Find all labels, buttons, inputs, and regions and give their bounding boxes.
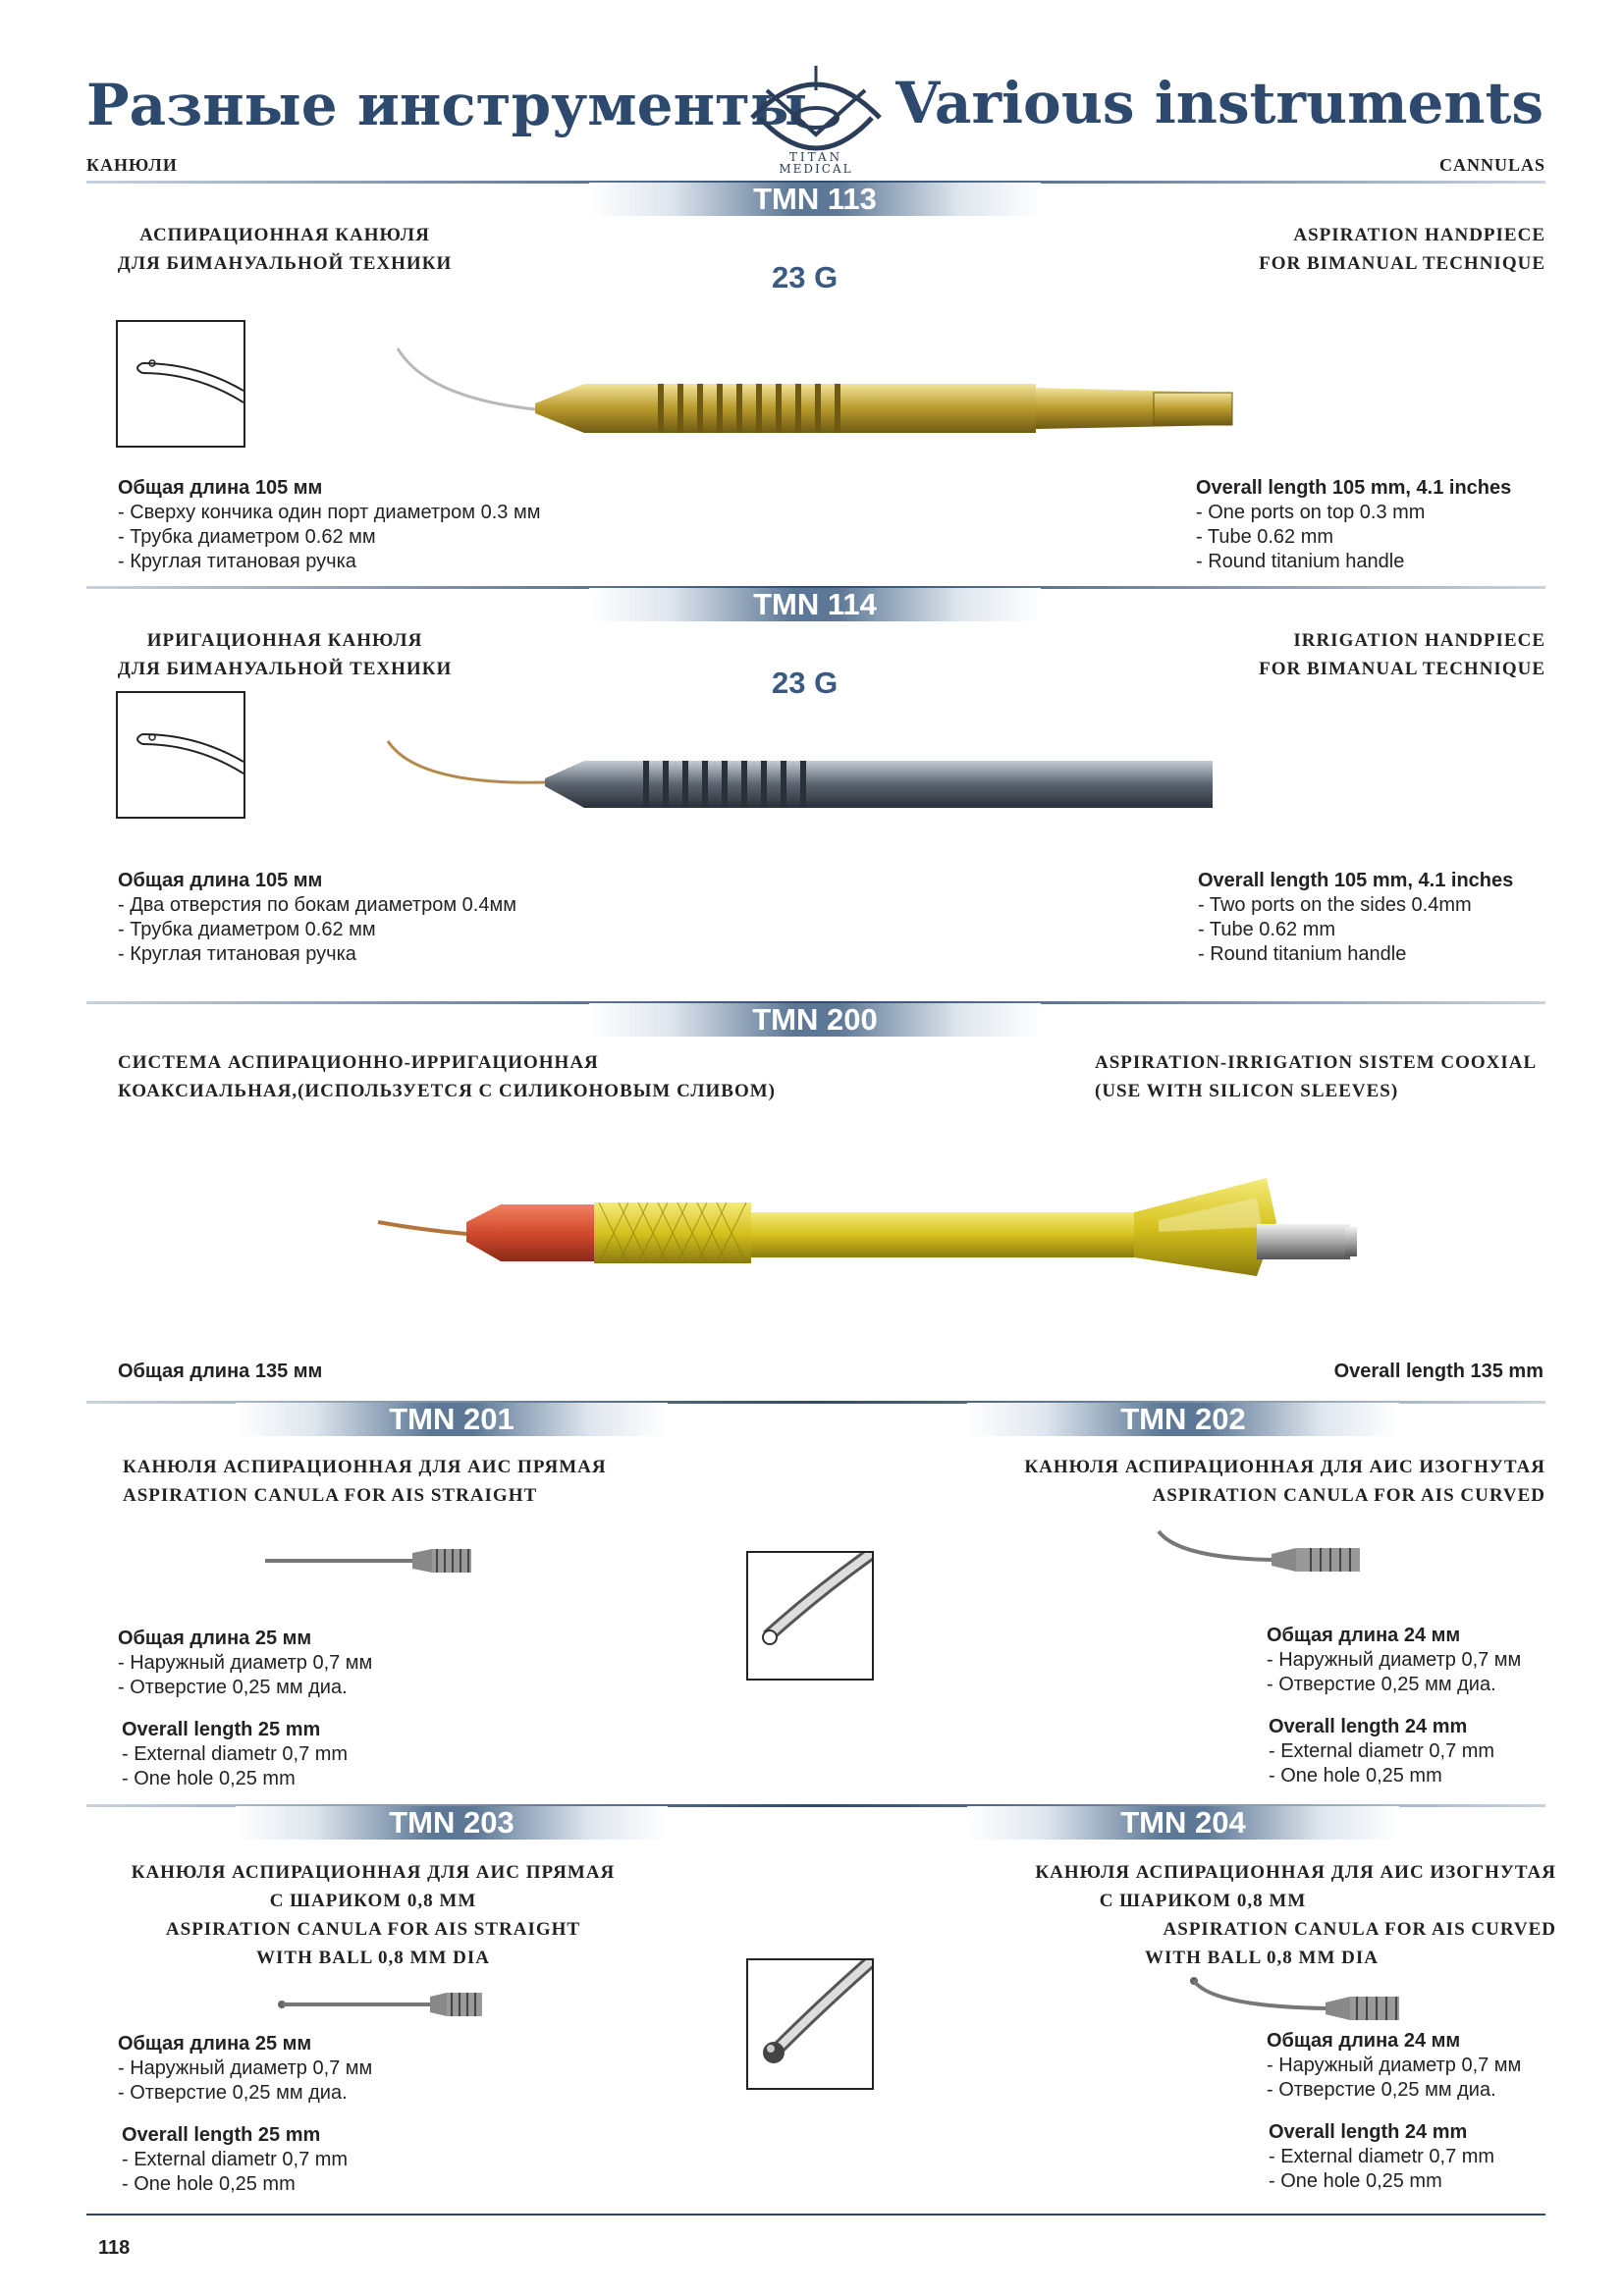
- tmn200-title-ru: СИСТЕМА АСПИРАЦИОННО-ИРРИГАЦИОННАЯ КОАКСИАЛЬНАЯ,(ИСПОЛЬЗУЕТСЯ С СИЛИКОНОВЫМ СЛИВОМ): [118, 1052, 776, 1101]
- tmn201-code: TMN 201: [389, 1402, 514, 1436]
- tmn200-ia-system-icon: [373, 1173, 1365, 1301]
- tmn203-cannula-image: [275, 1985, 486, 2024]
- tmn114-code: TMN 114: [753, 587, 877, 621]
- tmn113-tip-detail-icon: [118, 322, 244, 446]
- tmn203-title: КАНЮЛЯ АСПИРАЦИОННАЯ ДЛЯ АИС ПРЯМАЯ С ШАРИКОМ 0,8 ММ ASPIRATION CANULA FOR AIS STRAIGHT WITH BALL 0,8 MM DIA: [131, 1862, 616, 1968]
- tmn201-202-tip-inset: [746, 1551, 874, 1681]
- tmn114-gauge: 23 G: [772, 666, 839, 700]
- tmn113-instrument-image: [388, 339, 1242, 447]
- page-title-en: Various instruments: [895, 70, 1543, 136]
- tmn204-code: TMN 204: [1120, 1805, 1246, 1840]
- tmn114-tip-inset: [116, 691, 245, 819]
- tmn202-code: TMN 202: [1120, 1402, 1246, 1436]
- tmn203-204-tip-inset: [746, 1958, 874, 2090]
- tmn202-cannula-image: [1154, 1526, 1365, 1575]
- tmn202-curved-cannula-icon: [1154, 1526, 1365, 1575]
- tmn113-title-en: ASPIRATION HANDPIECE FOR BIMANUAL TECHNIQUE: [1259, 225, 1545, 274]
- ais-cannula-tip-detail-icon: [748, 1553, 872, 1679]
- tmn201-cannula-image: [260, 1541, 476, 1580]
- tmn114-specs-en: Overall length 105 mm, 4.1 inches - Two ports on the sides 0.4mm - Tube 0.62 mm - Round titanium handle: [1198, 870, 1514, 965]
- tmn114-specs-ru: Общая длина 105 мм - Два отверстия по бокам диаметром 0.4мм - Трубка диаметром 0.62 мм - Круглая титановая ручка: [118, 870, 516, 965]
- tmn204-cannula-image: [1188, 1973, 1404, 2022]
- logo-text-line2: MEDICAL: [779, 162, 853, 176]
- tmn201-specs-ru: Общая длина 25 мм - Наружный диаметр 0,7 мм - Отверстие 0,25 мм диа.: [118, 1628, 373, 1698]
- tmn114-instrument-image: [378, 731, 1242, 829]
- tmn204-specs-ru: Общая длина 24 мм - Наружный диаметр 0,7 мм - Отверстие 0,25 мм диа.: [1267, 2030, 1522, 2101]
- tmn114-handpiece-icon: [378, 731, 1242, 829]
- logo-text-line1: TITAN: [788, 150, 843, 164]
- tmn203-code: TMN 203: [389, 1805, 514, 1840]
- tmn200-title-en: ASPIRATION-IRRIGATION SISTEM COOXIAL (USE WITH SILICON SLEEVES): [1095, 1052, 1538, 1101]
- tmn202-specs-en: Overall length 24 mm - External diametr 0,7 mm - One hole 0,25 mm: [1269, 1716, 1495, 1787]
- footer-rule: [86, 2214, 1545, 2216]
- section-label-en: CANNULAS: [1438, 155, 1545, 175]
- tmn202-title: КАНЮЛЯ АСПИРАЦИОННАЯ ДЛЯ АИС ИЗОГНУТАЯ ASPIRATION CANULA FOR AIS CURVED: [1024, 1457, 1545, 1506]
- tmn200-length-en: Overall length 135 mm: [1333, 1361, 1543, 1382]
- tmn203-specs-en: Overall length 25 mm - External diametr 0,7 mm - One hole 0,25 mm: [122, 2124, 349, 2195]
- tmn201-title: КАНЮЛЯ АСПИРАЦИОННАЯ ДЛЯ АИС ПРЯМАЯ ASPIRATION CANULA FOR AIS STRAIGHT: [123, 1457, 607, 1506]
- tmn204-specs-en: Overall length 24 mm - External diametr 0,7 mm - One hole 0,25 mm: [1269, 2121, 1495, 2192]
- tmn203-specs-ru: Общая длина 25 мм - Наружный диаметр 0,7 мм - Отверстие 0,25 мм диа.: [118, 2033, 373, 2104]
- tmn200-instrument-image: [373, 1173, 1365, 1301]
- tmn113-specs-en: Overall length 105 mm, 4.1 inches - One ports on top 0.3 mm - Tube 0.62 mm - Round titanium handle: [1196, 477, 1512, 572]
- tmn204-curved-ball-cannula-icon: [1188, 1973, 1404, 2022]
- tmn114-title-en: IRRIGATION HANDPIECE FOR BIMANUAL TECHNIQUE: [1259, 630, 1545, 679]
- tmn204-title: КАНЮЛЯ АСПИРАЦИОННАЯ ДЛЯ АИС ИЗОГНУТАЯ С ШАРИКОМ 0,8 ММ ASPIRATION CANULA FOR AIS CURVED WITH BALL 0,8 MM DIA: [1035, 1862, 1556, 1968]
- titan-medical-logo: [742, 61, 890, 179]
- tmn113-code: TMN 113: [753, 182, 877, 216]
- tmn113-specs-ru: Общая длина 105 мм - Сверху кончика один порт диаметром 0.3 мм - Трубка диаметром 0.62 мм - Круглая титановая ручка: [118, 477, 541, 572]
- tmn114-tip-detail-icon: [118, 693, 244, 817]
- tmn114-title-ru: ИРИГАЦИОННАЯ КАНЮЛЯ ДЛЯ БИМАНУАЛЬНОЙ ТЕХНИКИ: [117, 630, 453, 679]
- section-label-ru: КАНЮЛИ: [86, 155, 178, 175]
- page-title-ru: Разные инструменты: [86, 72, 808, 138]
- tmn113-gauge: 23 G: [772, 260, 839, 294]
- tmn113-handpiece-icon: [388, 339, 1242, 447]
- tmn203-straight-ball-cannula-icon: [275, 1985, 486, 2024]
- ais-ball-tip-detail-icon: [748, 1960, 872, 2088]
- tmn201-specs-en: Overall length 25 mm - External diametr 0,7 mm - One hole 0,25 mm: [122, 1719, 349, 1789]
- tmn200-length-ru: Общая длина 135 мм: [118, 1361, 323, 1382]
- tmn201-straight-cannula-icon: [260, 1541, 476, 1580]
- page-number: 118: [98, 2237, 131, 2259]
- tmn202-specs-ru: Общая длина 24 мм - Наружный диаметр 0,7 мм - Отверстие 0,25 мм диа.: [1267, 1625, 1522, 1695]
- tmn113-tip-inset: [116, 320, 245, 448]
- tmn113-title-ru: АСПИРАЦИОННАЯ КАНЮЛЯ ДЛЯ БИМАНУАЛЬНОЙ ТЕХНИКИ: [117, 225, 453, 274]
- tmn200-code: TMN 200: [752, 1002, 878, 1037]
